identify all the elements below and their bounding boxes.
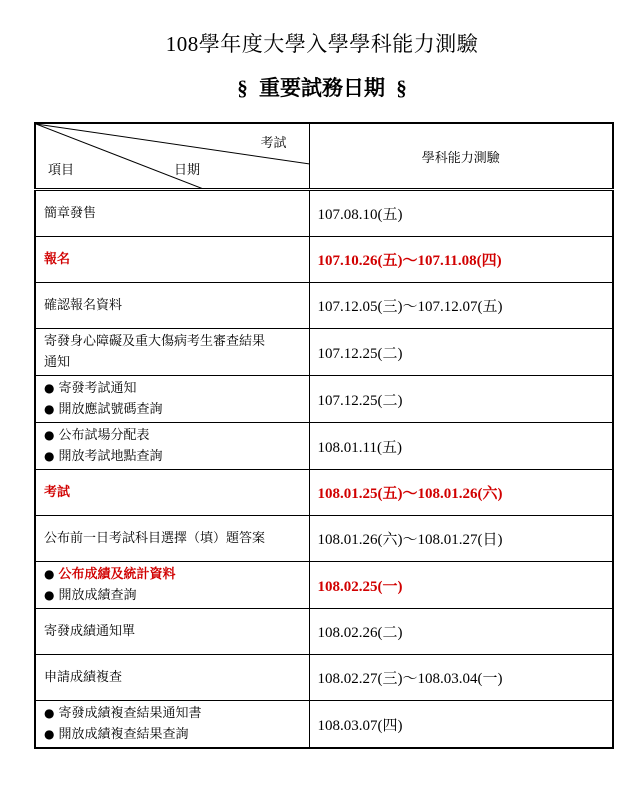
bullet-text: 寄發成績複查結果通知書 xyxy=(58,706,202,721)
document-subtitle: § 重要試務日期 § xyxy=(237,76,407,100)
bullet-text: 公布試場分配表 xyxy=(58,428,150,443)
header-item-label: 項目 xyxy=(48,163,75,178)
bullet-icon: ● xyxy=(44,449,55,463)
row-date: 108.01.25(五)～108.01.26(六) xyxy=(309,470,613,516)
table-header-row xyxy=(35,123,613,190)
header-exam-label: 考試 xyxy=(260,136,287,151)
table-row xyxy=(35,609,613,655)
row-date: 107.08.10(五) xyxy=(309,190,613,237)
bullet-text: 開放應試號碼查詢 xyxy=(58,402,163,417)
document-title: 108學年度大學入學學科能力測驗 xyxy=(165,32,479,56)
row-item: 考試 xyxy=(35,470,309,516)
table-row xyxy=(35,516,613,562)
row-item xyxy=(35,562,309,609)
bullet-line xyxy=(44,564,301,585)
row-item xyxy=(35,701,309,749)
row-date: 107.10.26(五)～107.11.08(四) xyxy=(309,237,613,283)
bullet-icon: ● xyxy=(44,428,55,442)
bullet-line xyxy=(44,446,301,467)
bullet-icon: ● xyxy=(44,727,55,741)
table-row xyxy=(35,701,613,749)
row-date: 108.02.27(三)～108.03.04(一) xyxy=(309,655,613,701)
row-item xyxy=(35,329,309,376)
row-date: 108.02.26(二) xyxy=(309,609,613,655)
table-row xyxy=(35,423,613,470)
row-date: 107.12.05(三)～107.12.07(五) xyxy=(309,283,613,329)
row-date: 107.12.25(二) xyxy=(309,376,613,423)
row-item: 申請成績複查 xyxy=(35,655,309,701)
row-item: 報名 xyxy=(35,237,309,283)
row-item: 確認報名資料 xyxy=(35,283,309,329)
header-exam-name: 學科能力測驗 xyxy=(309,123,613,190)
row-item: 寄發成績通知單 xyxy=(35,609,309,655)
schedule-table xyxy=(34,122,614,749)
bullet-line xyxy=(44,399,301,420)
bullet-text: 開放成績查詢 xyxy=(58,588,137,603)
header-date-label: 日期 xyxy=(174,163,201,178)
diagonal-line-lower xyxy=(36,124,206,190)
bullet-line xyxy=(44,585,301,606)
bullet-line xyxy=(44,703,301,724)
row-date: 108.02.25(一) xyxy=(309,562,613,609)
row-date: 108.01.11(五) xyxy=(309,423,613,470)
bullet-text: 寄發考試通知 xyxy=(58,381,137,396)
row-item-line: 寄發身心障礙及重大傷病考生審查結果 xyxy=(44,334,266,349)
row-item-line: 通知 xyxy=(44,355,71,370)
row-item xyxy=(35,423,309,470)
table-row xyxy=(35,329,613,376)
row-item: 公布前一日考試科目選擇（填）題答案 xyxy=(35,516,309,562)
bullet-line xyxy=(44,724,301,745)
table-row xyxy=(35,237,613,283)
bullet-line xyxy=(44,378,301,399)
header-corner-cell xyxy=(35,123,309,190)
row-date: 108.01.26(六)～108.01.27(日) xyxy=(309,516,613,562)
row-item: 簡章發售 xyxy=(35,190,309,237)
bullet-icon: ● xyxy=(44,381,55,395)
bullet-text: 公布成績及統計資料 xyxy=(58,567,176,582)
bullet-text: 開放考試地點查詢 xyxy=(58,449,163,464)
bullet-icon: ● xyxy=(44,402,55,416)
table-row xyxy=(35,283,613,329)
bullet-text: 開放成績複查結果查詢 xyxy=(58,727,189,742)
bullet-line xyxy=(44,425,301,446)
table-row xyxy=(35,470,613,516)
bullet-icon: ● xyxy=(44,588,55,602)
row-item xyxy=(35,376,309,423)
row-date: 107.12.25(二) xyxy=(309,329,613,376)
bullet-icon: ● xyxy=(44,706,55,720)
table-row xyxy=(35,190,613,237)
row-date: 108.03.07(四) xyxy=(309,701,613,749)
bullet-icon: ● xyxy=(44,567,55,581)
table-row xyxy=(35,376,613,423)
table-row xyxy=(35,655,613,701)
table-row xyxy=(35,562,613,609)
